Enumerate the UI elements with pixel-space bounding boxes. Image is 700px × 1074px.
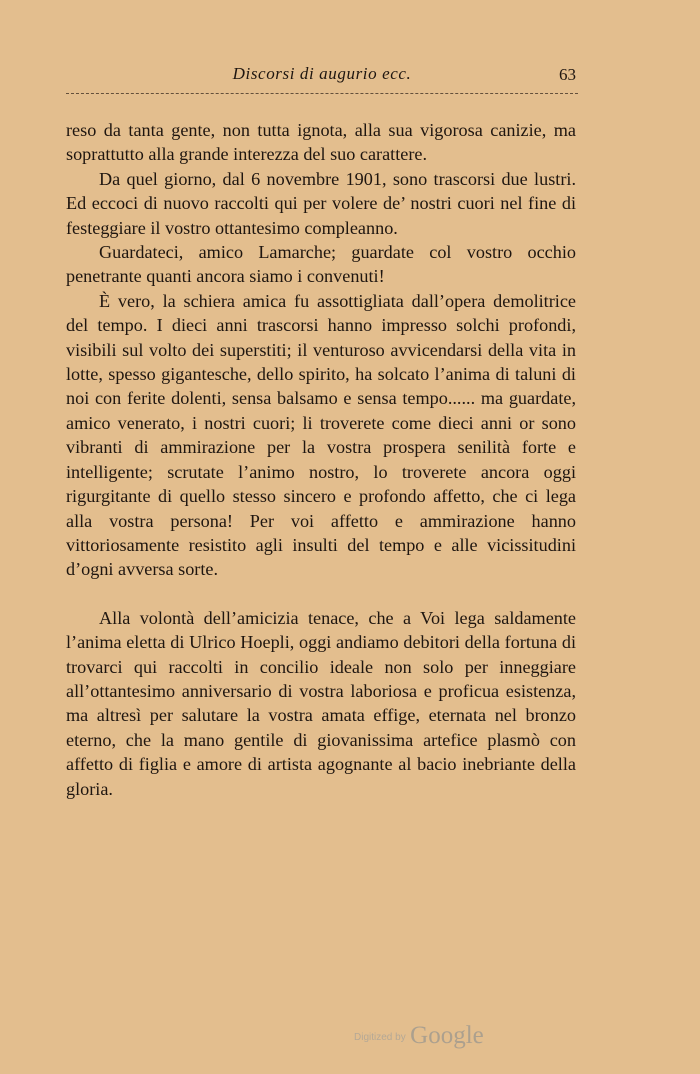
page-number: 63: [559, 65, 576, 84]
watermark-prefix: Digitized by: [354, 1032, 406, 1043]
paragraph: reso da tanta gente, non tutta ignota, alla sua vigorosa canizie, ma soprattutto alla grande interezza del suo carattere.: [66, 120, 576, 165]
paragraph: Alla volontà dell’amicizia tenace, che a Voi lega saldamente l’anima eletta di Ulrico Hoepli, oggi andiamo debitori della fortuna di trovarci qui raccolti in concilio ideale non solo per inneggiare all’ottantesimo anniversario di vostra laboriosa e proficua esistenza, ma altresì per salutare la vostra amata effige, eternata nel bronzo eterno, che la mano gentile di giovanissima artefice plasmò con affetto di figlia e amore di artista agognante al bacio inebriante della gloria.: [66, 607, 576, 799]
paragraph: È vero, la schiera amica fu assottigliata dall’opera demolitrice del tempo. I dieci anni trascorsi hanno impresso solchi profondi, visibili sul volto dei superstiti; il venturoso avvicendarsi della vita in lotte, spesso gigantesche, dello spirito, ha solcato l’anima di taluni di noi con ferite dolenti, sensa balsamo e sensa tempo...... ma guardate, amico venerato, i nostri cuori; li troverete come dieci anni or sono vibranti di ammirazione per la vostra prospera senilità forte e intelligente; scrutate l’animo nostro, lo troverete ancora oggi rigurgitante di quello stesso sincero e profondo affetto, che ci lega alla vostra persona! Per voi affetto e ammirazione hanno vittoriosamente resistito agli insulti del tempo e alle vicissitudini d’ogni avversa sorte.: [66, 290, 576, 580]
running-title: Discorsi di augurio ecc.: [232, 64, 412, 83]
paragraph: Guardateci, amico Lamarche; guardate col vostro occhio penetrante quanti ancora siamo i convenuti!: [66, 242, 576, 287]
paragraph: Da quel giorno, dal 6 novembre 1901, sono trascorsi due lustri. Ed eccoci di nuovo raccolti qui per volere de’ nostri cuori nel fine di festeggiare il vostro ottantesimo compleanno.: [66, 168, 576, 238]
body-text: [66, 118, 576, 801]
header-rule: [66, 93, 578, 94]
google-logo: Google: [410, 1022, 484, 1049]
page-header: [66, 62, 578, 94]
digitized-watermark: [354, 1022, 484, 1050]
